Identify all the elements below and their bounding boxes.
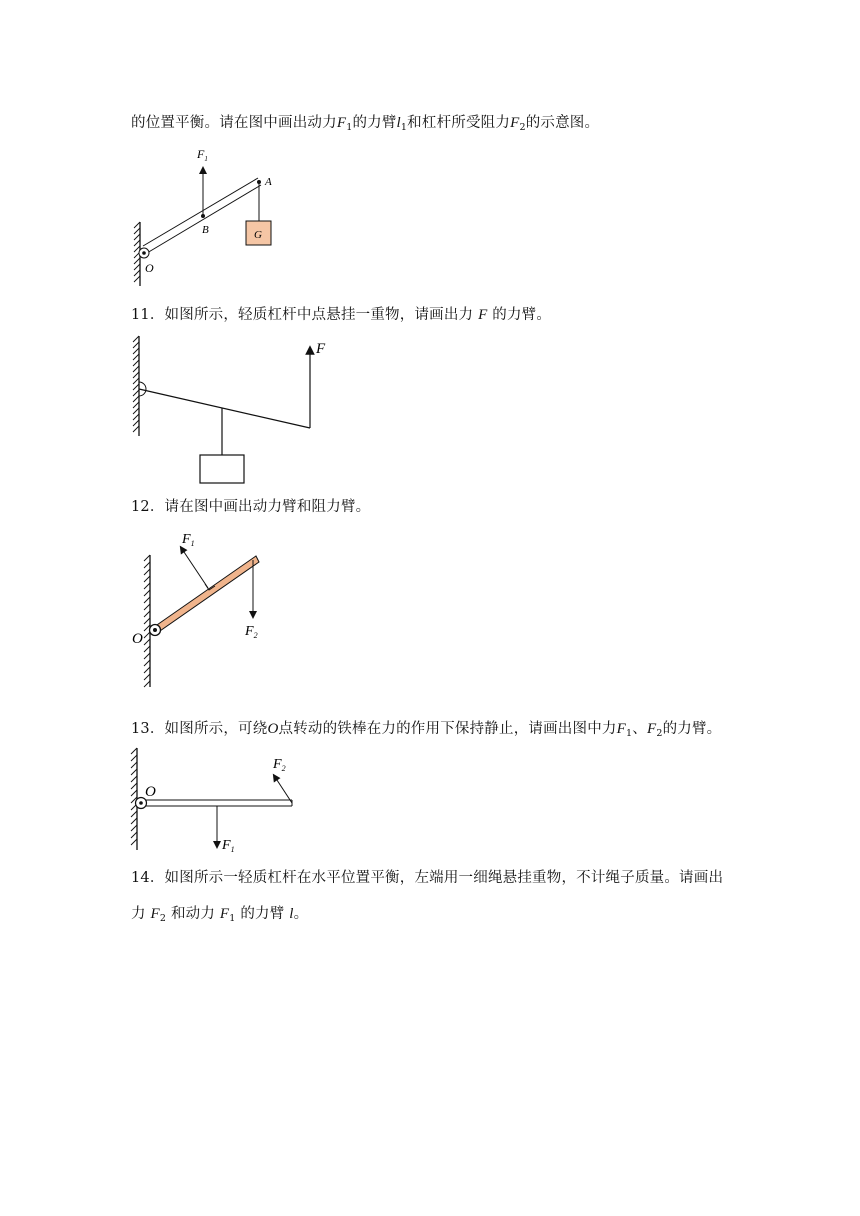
q10-mid1: 的力臂 [352, 115, 397, 131]
force-f2-label: $F_2$ [273, 757, 286, 773]
force-f1-label: $F_1$ [182, 532, 195, 548]
q14-a: 14．如图所示一轻质杠杆在水平位置平衡，左端用一细绳悬挂重物，不计绳子质量。请画出 [131, 870, 724, 886]
q11-f: F [478, 307, 488, 323]
q14-f1: F [219, 906, 230, 922]
force-f1-label: $F_1$ [222, 838, 235, 854]
q14-text-line1 [131, 866, 723, 887]
q10-l1-sub: 1 [400, 122, 408, 133]
q10-f1: F [336, 115, 347, 131]
lever-bar [154, 556, 259, 633]
point-b-label: B [202, 224, 209, 236]
q14-mid: 和动力 [170, 906, 216, 922]
pivot-label: O [145, 784, 156, 800]
figure-q11 [125, 330, 345, 490]
q14-f2: F [150, 906, 160, 922]
q11-post: 的力臂。 [492, 307, 552, 323]
q14-mid2: 的力臂 [240, 906, 285, 922]
force-f1-arrow [182, 549, 208, 588]
force-f2-arrow [275, 777, 292, 803]
q12-text [131, 495, 370, 516]
pivot-label: O [145, 261, 154, 275]
q10-f2: F [510, 115, 520, 131]
q13-o: O [267, 721, 279, 737]
force-f2-label: $F_2$ [245, 624, 258, 640]
q10-l1: l [396, 115, 401, 131]
wall-hatch [144, 555, 150, 687]
q13-f1: F [616, 721, 626, 737]
q14-text-line2 [131, 902, 308, 924]
q14-pre: 力 [131, 906, 146, 922]
q14-l: l [289, 906, 294, 922]
q10-f1-sub: 1 [346, 122, 353, 133]
force-f1-label: $F_1$ [197, 147, 208, 163]
q10-mid2: 和杠杆所受阻力 [407, 115, 511, 131]
figure-q10 [125, 140, 285, 290]
force-f-label: F [316, 341, 326, 357]
q13-text [131, 717, 721, 739]
weight-block [200, 455, 244, 483]
wall-hatch [133, 336, 139, 432]
q13-sep: 、 [632, 721, 647, 737]
q11-text [131, 303, 551, 324]
q13-f2: F [646, 721, 657, 737]
pivot-label: O [132, 631, 143, 647]
q14-f1-sub: 1 [229, 913, 236, 924]
pivot-dot [153, 628, 157, 632]
q12-text-span: 12．请在图中画出动力臂和阻力臂。 [131, 499, 371, 515]
q13-mid: 点转动的铁棒在力的作用下保持静止，请画出图中力 [278, 721, 617, 737]
lever-bar [141, 800, 292, 806]
point-a-label: A [265, 176, 272, 188]
lever-bar [139, 389, 310, 428]
q14-f2-sub: 2 [159, 913, 167, 924]
pivot-dot [142, 251, 146, 255]
figure-q12 [125, 525, 275, 690]
weight-label: G [254, 229, 262, 241]
q10-pre: 的位置平衡。请在图中画出动力 [131, 115, 337, 131]
q10-f2-sub: 2 [519, 122, 526, 133]
q11-pre: 11．如图所示，轻质杠杆中点悬挂一重物，请画出力 [131, 307, 474, 323]
q10-post: 的示意图。 [525, 115, 600, 131]
wall-hatch [131, 748, 137, 845]
q14-post: 。 [293, 906, 309, 922]
q13-f1-sub: 1 [625, 728, 633, 739]
q13-post: 的力臂。 [662, 721, 722, 737]
pivot-dot [139, 801, 143, 805]
q13-f2-sub: 2 [656, 728, 663, 739]
q13-pre: 13．如图所示，可绕 [131, 721, 268, 737]
q10-text [131, 111, 599, 133]
figure-q13 [125, 745, 315, 860]
